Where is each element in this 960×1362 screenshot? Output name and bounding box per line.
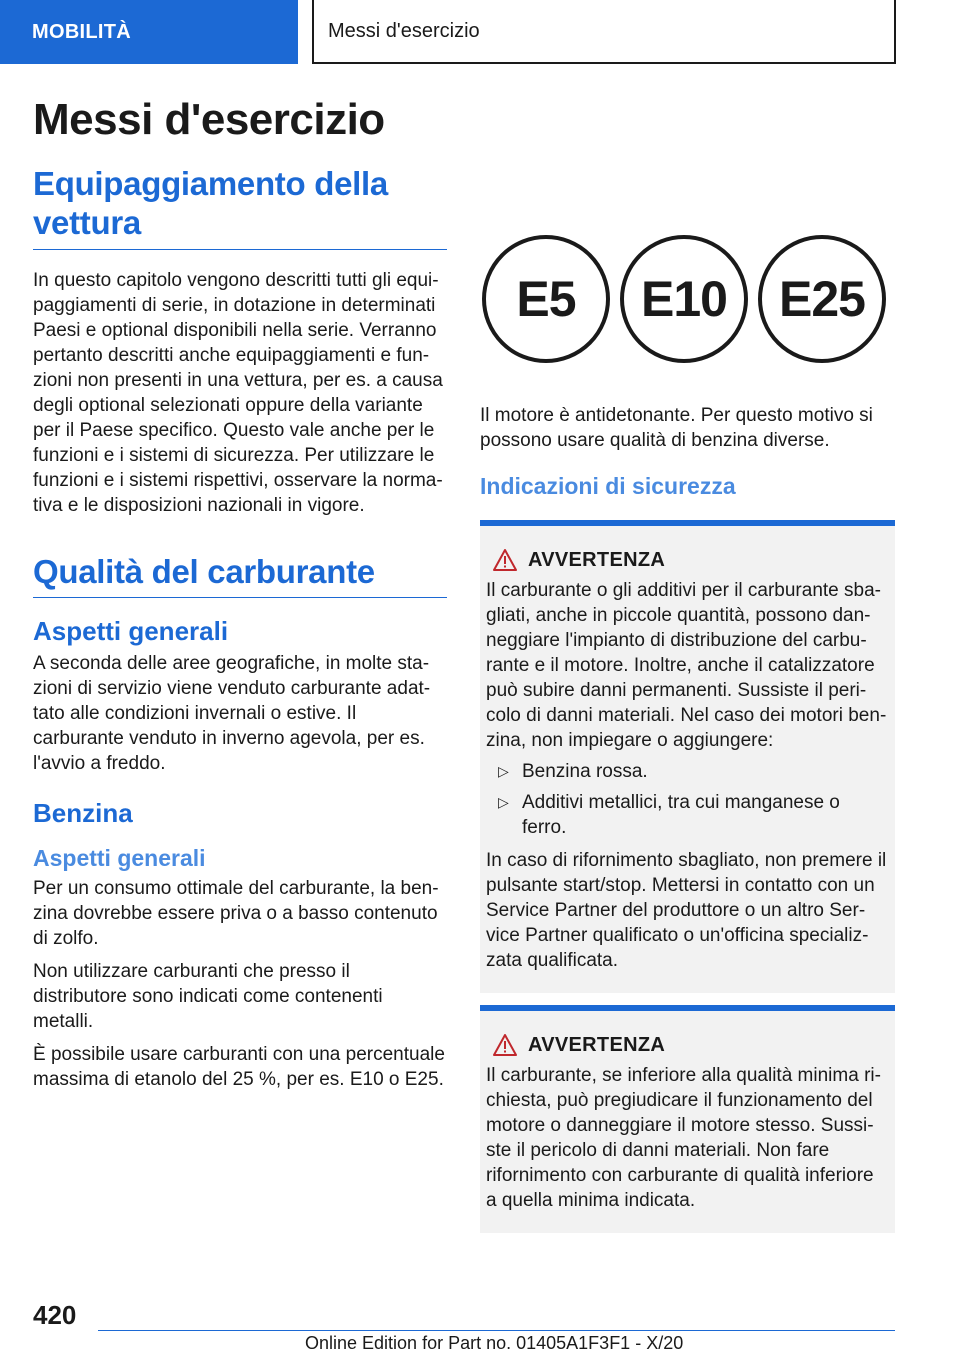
warning-title: AVVERTENZA	[528, 548, 666, 571]
footer-rule	[98, 1330, 895, 1331]
warning-triangle-icon	[492, 1033, 518, 1057]
bullet-text: Benzina rossa.	[522, 761, 648, 782]
bullet-text: Additivi metallici, tra cui manganese o ferro.	[522, 792, 840, 838]
fuel-sign-e5: E5	[482, 235, 610, 363]
warning-body: Il carburante o gli additivi per il carburante sbagliati, anche in piccole quantità, possono danneggiare l'impianto di distribuzione del carburante e il motore. Inoltre, anche il catalizzatore può subire danni permanenti. Sussiste il pericolo di danni materiali. Nel caso dei motori benzina, non impiegare o aggiungere:	[486, 580, 887, 751]
petrol-p2: Non utilizzare carburanti che presso il distributore sono indicati come contenenti metalli.	[33, 961, 383, 1033]
petrol-heading: Benzina	[33, 798, 133, 829]
warning-box-2	[480, 1005, 895, 1233]
bullet-triangle-icon: ▷	[498, 794, 509, 810]
warning-triangle-icon	[492, 548, 518, 572]
warning-header	[492, 1033, 887, 1057]
right-column	[480, 235, 895, 1245]
bullet-triangle-icon: ▷	[498, 763, 509, 779]
equip-body: In questo capitolo vengono descritti tutti gli equipaggiamenti di serie, in dotazione in determinati Paesi e optional disponibili nella serie. Verranno pertanto descritti anche equipaggiamenti e funzioni non presenti in una vettura, per es. a causa degli optional selezionati oppure della variante per il Paese specifico. Questo vale anche per le funzioni e i sistemi di sicurezza. Per utilizzare le funzioni e i sistemi rispettivi, osservare la normativa e le disposizioni nazionali in vigore.	[33, 269, 443, 516]
fuel-heading-block	[33, 552, 447, 599]
page-title: Messi d'esercizio	[33, 95, 385, 144]
equip-heading-block	[33, 164, 447, 250]
warning-after: In caso di rifornimento sbagliato, non premere il pulsante start/stop. Mettersi in contatto con un Service Partner del produttore o un altro Service Partner qualificato o un'officina specializzata qualificata.	[486, 850, 887, 971]
left-column	[33, 95, 447, 1100]
warning-title: AVVERTENZA	[528, 1033, 666, 1056]
warning-bullet-list	[486, 759, 887, 840]
petrol-p3: È possibile usare carburanti con una percentuale massima di etanolo del 25 %, per es. E10 o E25.	[33, 1044, 445, 1091]
petrol-p1: Per un consumo ottimale del carburante, la benzina dovrebbe essere priva o a basso contenuto di zolfo.	[33, 878, 439, 950]
equip-heading: Equipaggiamento della vettura	[33, 164, 388, 242]
fuel-general-heading: Aspetti generali	[33, 616, 229, 647]
breadcrumb: Messi d'esercizio	[312, 0, 896, 64]
list-item	[486, 759, 887, 784]
warning-body: Il carburante, se inferiore alla qualità minima richiesta, può pregiudicare il funzionamento del motore o danneggiare il motore stesso. Sussiste il pericolo di danni materiali. Non fare rifornimento con carburante di qualità inferiore a quella minima indicata.	[486, 1065, 881, 1211]
safety-heading: Indicazioni di sicurezza	[480, 473, 736, 499]
footer-edition: Online Edition for Part no. 01405A1F3F1 - X/20	[305, 1333, 684, 1353]
fuel-sign-e10: E10	[620, 235, 748, 363]
warning-box-1	[480, 520, 895, 993]
antiknock-text: Il motore è antidetonante. Per questo motivo si possono usare qualità di benzina diverse.	[480, 405, 873, 451]
section-tab: MOBILITÀ	[0, 0, 298, 64]
warning-header	[492, 548, 887, 572]
list-item	[486, 790, 887, 840]
fuel-heading: Qualità del carburante	[33, 552, 375, 590]
page-number: 420	[33, 1300, 77, 1330]
fuel-general-body: A seconda delle aree geografiche, in molte stazioni di servizio viene venduto carburante adattato alle condizioni invernali o estive. Il carburante venduto in inverno agevola, per es. l'avvio a freddo.	[33, 653, 431, 775]
fuel-sign-e25: E25	[758, 235, 886, 363]
fuel-signs	[482, 235, 895, 363]
petrol-general-heading: Aspetti generali	[33, 845, 206, 872]
